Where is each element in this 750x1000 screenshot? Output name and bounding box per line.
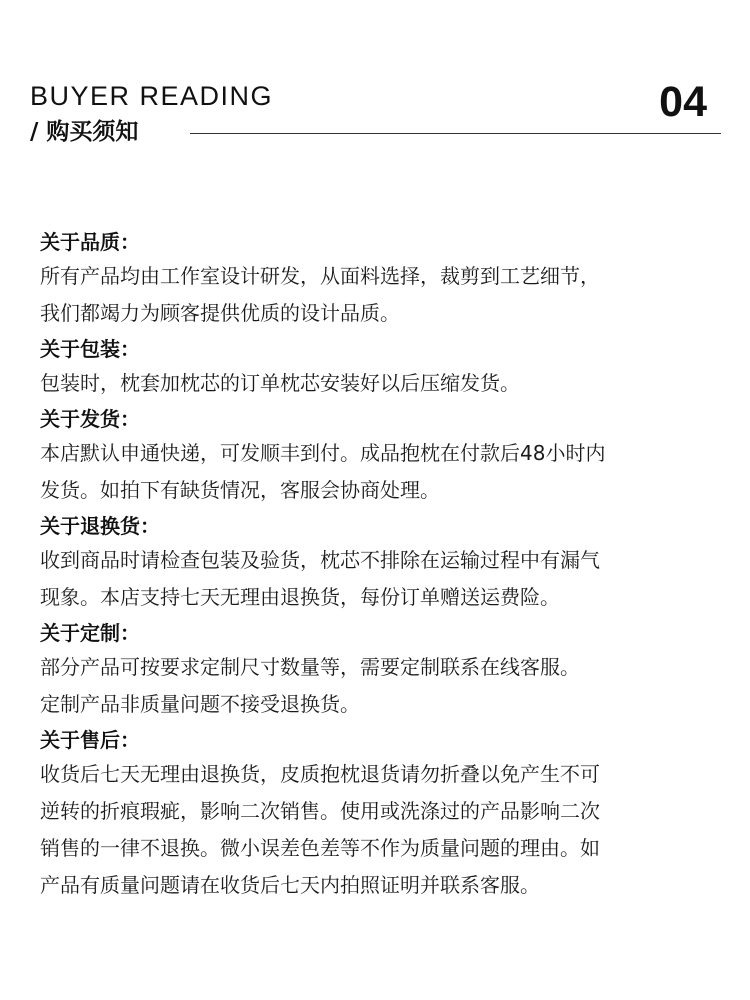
page-number: 04 [659, 78, 707, 126]
section-text-line: 部分产品可按要求定制尺寸数量等，需要定制联系在线客服。 [40, 655, 580, 679]
section-heading: 关于包装： [40, 337, 140, 361]
section-text-line: 发货。如拍下有缺货情况，客服会协商处理。 [40, 478, 440, 502]
section-heading: 关于定制： [40, 621, 140, 645]
section-text-line: 我们都竭力为顾客提供优质的设计品质。 [40, 301, 400, 325]
section-text-line: 逆转的折痕瑕疵，影响二次销售。使用或洗涤过的产品影响二次 [40, 799, 600, 823]
section-text-line: 产品有质量问题请在收货后七天内拍照证明并联系客服。 [40, 873, 540, 897]
section-text-line: 现象。本店支持七天无理由退换货，每份订单赠送运费险。 [40, 585, 560, 609]
section-text-line: 所有产品均由工作室设计研发，从面料选择，裁剪到工艺细节， [40, 264, 600, 288]
section-heading: 关于售后： [40, 728, 140, 752]
section-heading: 关于退换货： [40, 514, 160, 538]
section-text-line: 包装时，枕套加枕芯的订单枕芯安装好以后压缩发货。 [40, 371, 520, 395]
notice-content [40, 226, 720, 904]
section-customization [40, 617, 720, 723]
section-text-line: 销售的一律不退换。微小误差色差等不作为质量问题的理由。如 [40, 836, 600, 860]
section-text-line: 定制产品非质量问题不接受退换货。 [40, 692, 360, 716]
section-packaging [40, 333, 720, 402]
section-heading: 关于品质： [40, 230, 140, 254]
header-title-cn: / 购买须知 [30, 119, 139, 145]
section-returns [40, 510, 720, 616]
section-heading: 关于发货： [40, 407, 140, 431]
header-divider [190, 133, 721, 134]
section-quality [40, 226, 720, 332]
header-title-en: BUYER READING [30, 81, 274, 111]
section-text-line: 收到商品时请检查包装及验货，枕芯不排除在运输过程中有漏气 [40, 548, 600, 572]
section-after-sales [40, 724, 720, 904]
section-shipping [40, 403, 720, 509]
section-text-line: 收货后七天无理由退换货，皮质抱枕退货请勿折叠以免产生不可 [40, 762, 600, 786]
section-text-line: 本店默认申通快递，可发顺丰到付。成品抱枕在付款后48小时内 [40, 441, 606, 465]
